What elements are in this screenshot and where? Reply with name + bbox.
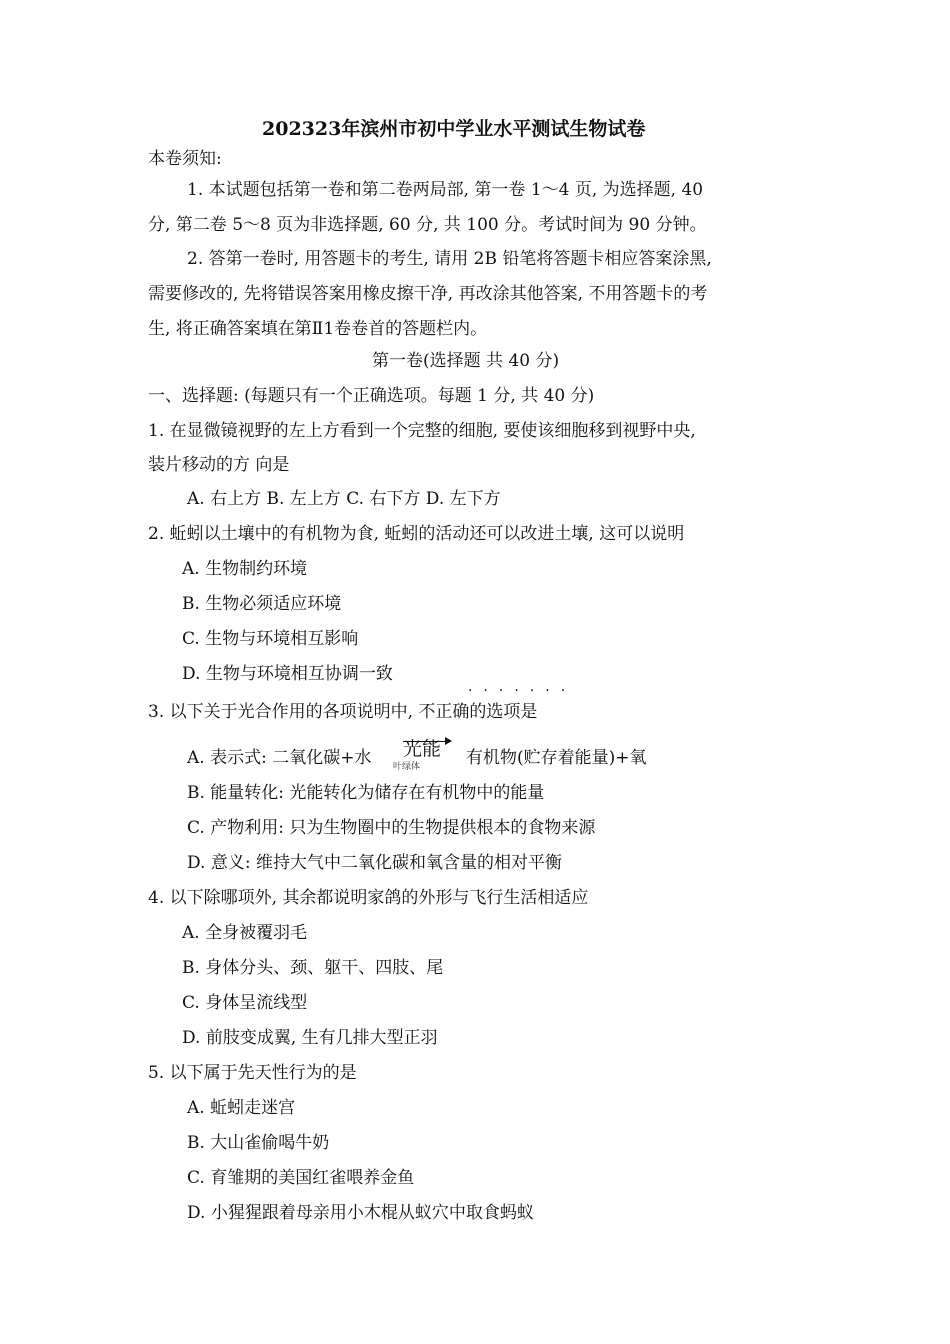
part-1-heading: 第一卷(选择题 共 40 分) [372,351,560,371]
question-2-option-b: B. 生物必须适应环境 [182,594,342,614]
question-4-option-c: C. 身体呈流线型 [182,993,308,1013]
question-4-option-a: A. 全身被覆羽毛 [182,923,308,943]
notice-item-2-line-2: 需要修改的, 先将错误答案用橡皮擦干净, 再改涂其他答案, 不用答题卡的考 [148,284,708,304]
question-3-option-a-prefix: A. 表示式: 二氧化碳+水 [187,748,372,768]
question-2-option-c: C. 生物与环境相互影响 [182,629,359,649]
reaction-arrow [393,738,451,775]
question-1-line-2: 装片移动的方 向是 [148,455,290,475]
page-title: 202323年滨州市初中学业水平测试生物试卷 [262,118,646,140]
question-1-options: A. 右上方 B. 左上方 C. 右下方 D. 左下方 [187,489,501,509]
question-3-stem: 3. 以下关于光合作用的各项说明中, 不正确的选项是 [148,702,538,722]
question-4-option-b: B. 身体分头、颈、躯干、四肢、尾 [182,958,444,978]
question-2-option-d: D. 生物与环境相互协调一致 [182,664,393,684]
arrow-condition-light: 光能 [403,738,442,760]
question-5-option-d: D. 小猩猩跟着母亲用小木棍从蚁穴中取食蚂蚁 [187,1203,534,1223]
question-1-line-1: 1. 在显微镜视野的左上方看到一个完整的细胞, 要使该细胞移到视野中央, [148,421,696,441]
question-5-stem: 5. 以下属于先天性行为的是 [148,1063,357,1083]
notice-item-1-line-2: 分, 第二卷 5～8 页为非选择题, 60 分, 共 100 分。考试时间为 90 分钟。 [148,215,707,235]
question-3-option-c: C. 产物利用: 只为生物圈中的生物提供根本的食物来源 [187,818,596,838]
question-4-option-d: D. 前肢变成翼, 生有几排大型正羽 [182,1028,438,1048]
question-2-stem: 2. 蚯蚓以土壤中的有机物为食, 蚯蚓的活动还可以改进土壤, 这可以说明 [148,524,685,544]
arrow-condition-chloroplast: 叶绿体 [393,762,421,772]
emphasis-dots: ······· [468,683,577,699]
notice-heading: 本卷须知: [148,149,222,169]
arrow-head-icon [445,737,452,745]
question-3-option-b: B. 能量转化: 光能转化为储存在有机物中的能量 [187,783,545,803]
question-5-option-a: A. 蚯蚓走迷宫 [187,1098,296,1118]
notice-item-1-line-1: 1. 本试题包括第一卷和第二卷两局部, 第一卷 1～4 页, 为选择题, 40 [187,180,704,200]
question-4-stem: 4. 以下除哪项外, 其余都说明家鸽的外形与飞行生活相适应 [148,888,589,908]
notice-item-2-line-1: 2. 答第一卷时, 用答题卡的考生, 请用 2B 铅笔将答题卡相应答案涂黑, [187,249,712,269]
question-5-option-c: C. 育雏期的美国红雀喂养金鱼 [187,1168,415,1188]
question-5-option-b: B. 大山雀偷喝牛奶 [187,1133,330,1153]
question-2-option-a: A. 生物制约环境 [182,559,308,579]
question-3-option-a-suffix: 有机物(贮存着能量)+氧 [466,748,647,768]
notice-item-2-line-3: 生, 将正确答案填在第Ⅱ1卷卷首的答题栏内。 [148,319,488,339]
question-3-option-d: D. 意义: 维持大气中二氧化碳和氧含量的相对平衡 [187,853,562,873]
section-1-heading: 一、选择题: (每题只有一个正确选项。每题 1 分, 共 40 分) [148,386,595,406]
